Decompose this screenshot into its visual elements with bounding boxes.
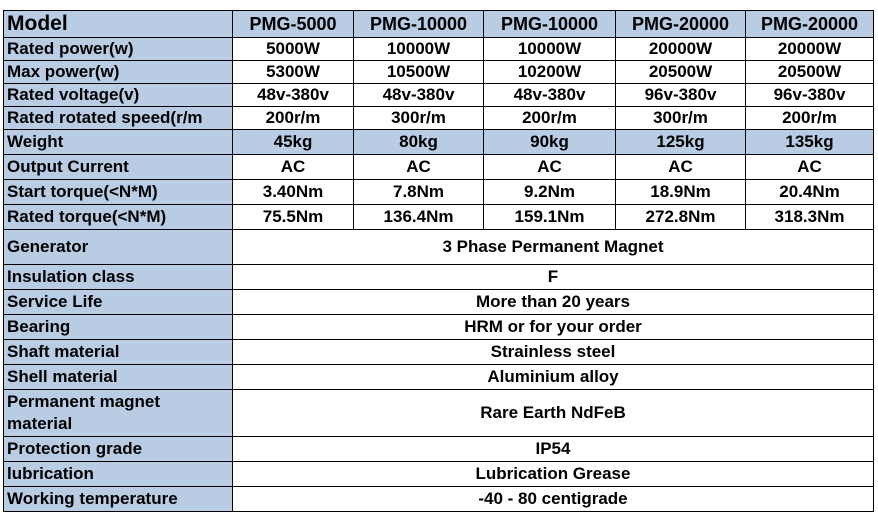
- cell-value: AC: [233, 155, 354, 180]
- cell-value: 3.40Nm: [233, 180, 354, 205]
- shared-value: Aluminium alloy: [233, 365, 874, 390]
- row-label: Permanent magnet material: [4, 390, 233, 437]
- cell-value: 10200W: [484, 61, 616, 84]
- model-name: PMG-5000: [233, 11, 354, 38]
- model-name: PMG-20000: [616, 11, 746, 38]
- shared-value: HRM or for your order: [233, 315, 874, 340]
- shared-value: Rare Earth NdFeB: [233, 390, 874, 437]
- spec-table: [3, 10, 874, 512]
- cell-value: 48v-380v: [484, 84, 616, 107]
- row-label: Rated rotated speed(r/m: [4, 107, 233, 130]
- table-row: [4, 290, 874, 315]
- cell-value: 300r/m: [616, 107, 746, 130]
- cell-value: 48v-380v: [233, 84, 354, 107]
- cell-value: 10000W: [354, 38, 484, 61]
- row-label: Shaft material: [4, 340, 233, 365]
- row-label: Bearing: [4, 315, 233, 340]
- table-row: [4, 340, 874, 365]
- row-label: Weight: [4, 130, 233, 155]
- table-row: [4, 315, 874, 340]
- model-name: PMG-10000: [484, 11, 616, 38]
- cell-value: 10000W: [484, 38, 616, 61]
- cell-value: 48v-380v: [354, 84, 484, 107]
- row-label: Working temperature: [4, 487, 233, 512]
- model-name: PMG-10000: [354, 11, 484, 38]
- row-label: Max power(w): [4, 61, 233, 84]
- table-row: [4, 107, 874, 130]
- table-row: [4, 155, 874, 180]
- cell-value: AC: [616, 155, 746, 180]
- row-label: Start torque(<N*M): [4, 180, 233, 205]
- table-row: [4, 130, 874, 155]
- cell-value: 20.4Nm: [746, 180, 874, 205]
- table-row: [4, 180, 874, 205]
- cell-value: 20500W: [746, 61, 874, 84]
- cell-value: 7.8Nm: [354, 180, 484, 205]
- model-label: Model: [4, 11, 233, 38]
- cell-value: 5300W: [233, 61, 354, 84]
- cell-value: 96v-380v: [616, 84, 746, 107]
- cell-value: 90kg: [484, 130, 616, 155]
- row-label: Output Current: [4, 155, 233, 180]
- shared-value: Lubrication Grease: [233, 462, 874, 487]
- cell-value: AC: [354, 155, 484, 180]
- cell-value: 96v-380v: [746, 84, 874, 107]
- shared-value: Strainless steel: [233, 340, 874, 365]
- table-row: [4, 365, 874, 390]
- cell-value: AC: [484, 155, 616, 180]
- cell-value: 9.2Nm: [484, 180, 616, 205]
- table-row: [4, 265, 874, 290]
- cell-value: 272.8Nm: [616, 205, 746, 230]
- shared-value: More than 20 years: [233, 290, 874, 315]
- cell-value: 159.1Nm: [484, 205, 616, 230]
- cell-value: 75.5Nm: [233, 205, 354, 230]
- cell-value: 20500W: [616, 61, 746, 84]
- cell-value: 5000W: [233, 38, 354, 61]
- row-label: Service Life: [4, 290, 233, 315]
- cell-value: 135kg: [746, 130, 874, 155]
- shared-value: -40 - 80 centigrade: [233, 487, 874, 512]
- row-label: Shell material: [4, 365, 233, 390]
- cell-value: 18.9Nm: [616, 180, 746, 205]
- cell-value: 20000W: [616, 38, 746, 61]
- row-label: lubrication: [4, 462, 233, 487]
- table-row: [4, 230, 874, 265]
- cell-value: 136.4Nm: [354, 205, 484, 230]
- cell-value: 80kg: [354, 130, 484, 155]
- row-label: Rated voltage(v): [4, 84, 233, 107]
- cell-value: 125kg: [616, 130, 746, 155]
- row-label: Generator: [4, 230, 233, 265]
- table-row: [4, 487, 874, 512]
- cell-value: 300r/m: [354, 107, 484, 130]
- table-row: [4, 61, 874, 84]
- row-label: Rated power(w): [4, 38, 233, 61]
- row-label: Rated torque(<N*M): [4, 205, 233, 230]
- cell-value: 318.3Nm: [746, 205, 874, 230]
- table-row: [4, 390, 874, 437]
- cell-value: 20000W: [746, 38, 874, 61]
- model-name: PMG-20000: [746, 11, 874, 38]
- shared-value: IP54: [233, 437, 874, 462]
- cell-value: 200r/m: [484, 107, 616, 130]
- table-row: [4, 84, 874, 107]
- table-row: [4, 205, 874, 230]
- table-row: [4, 38, 874, 61]
- shared-value: 3 Phase Permanent Magnet: [233, 230, 874, 265]
- cell-value: 200r/m: [746, 107, 874, 130]
- cell-value: AC: [746, 155, 874, 180]
- row-label: Insulation class: [4, 265, 233, 290]
- shared-value: F: [233, 265, 874, 290]
- table-row: [4, 437, 874, 462]
- cell-value: 10500W: [354, 61, 484, 84]
- row-label: Protection grade: [4, 437, 233, 462]
- header-row: [4, 11, 874, 38]
- table-row: [4, 462, 874, 487]
- cell-value: 200r/m: [233, 107, 354, 130]
- cell-value: 45kg: [233, 130, 354, 155]
